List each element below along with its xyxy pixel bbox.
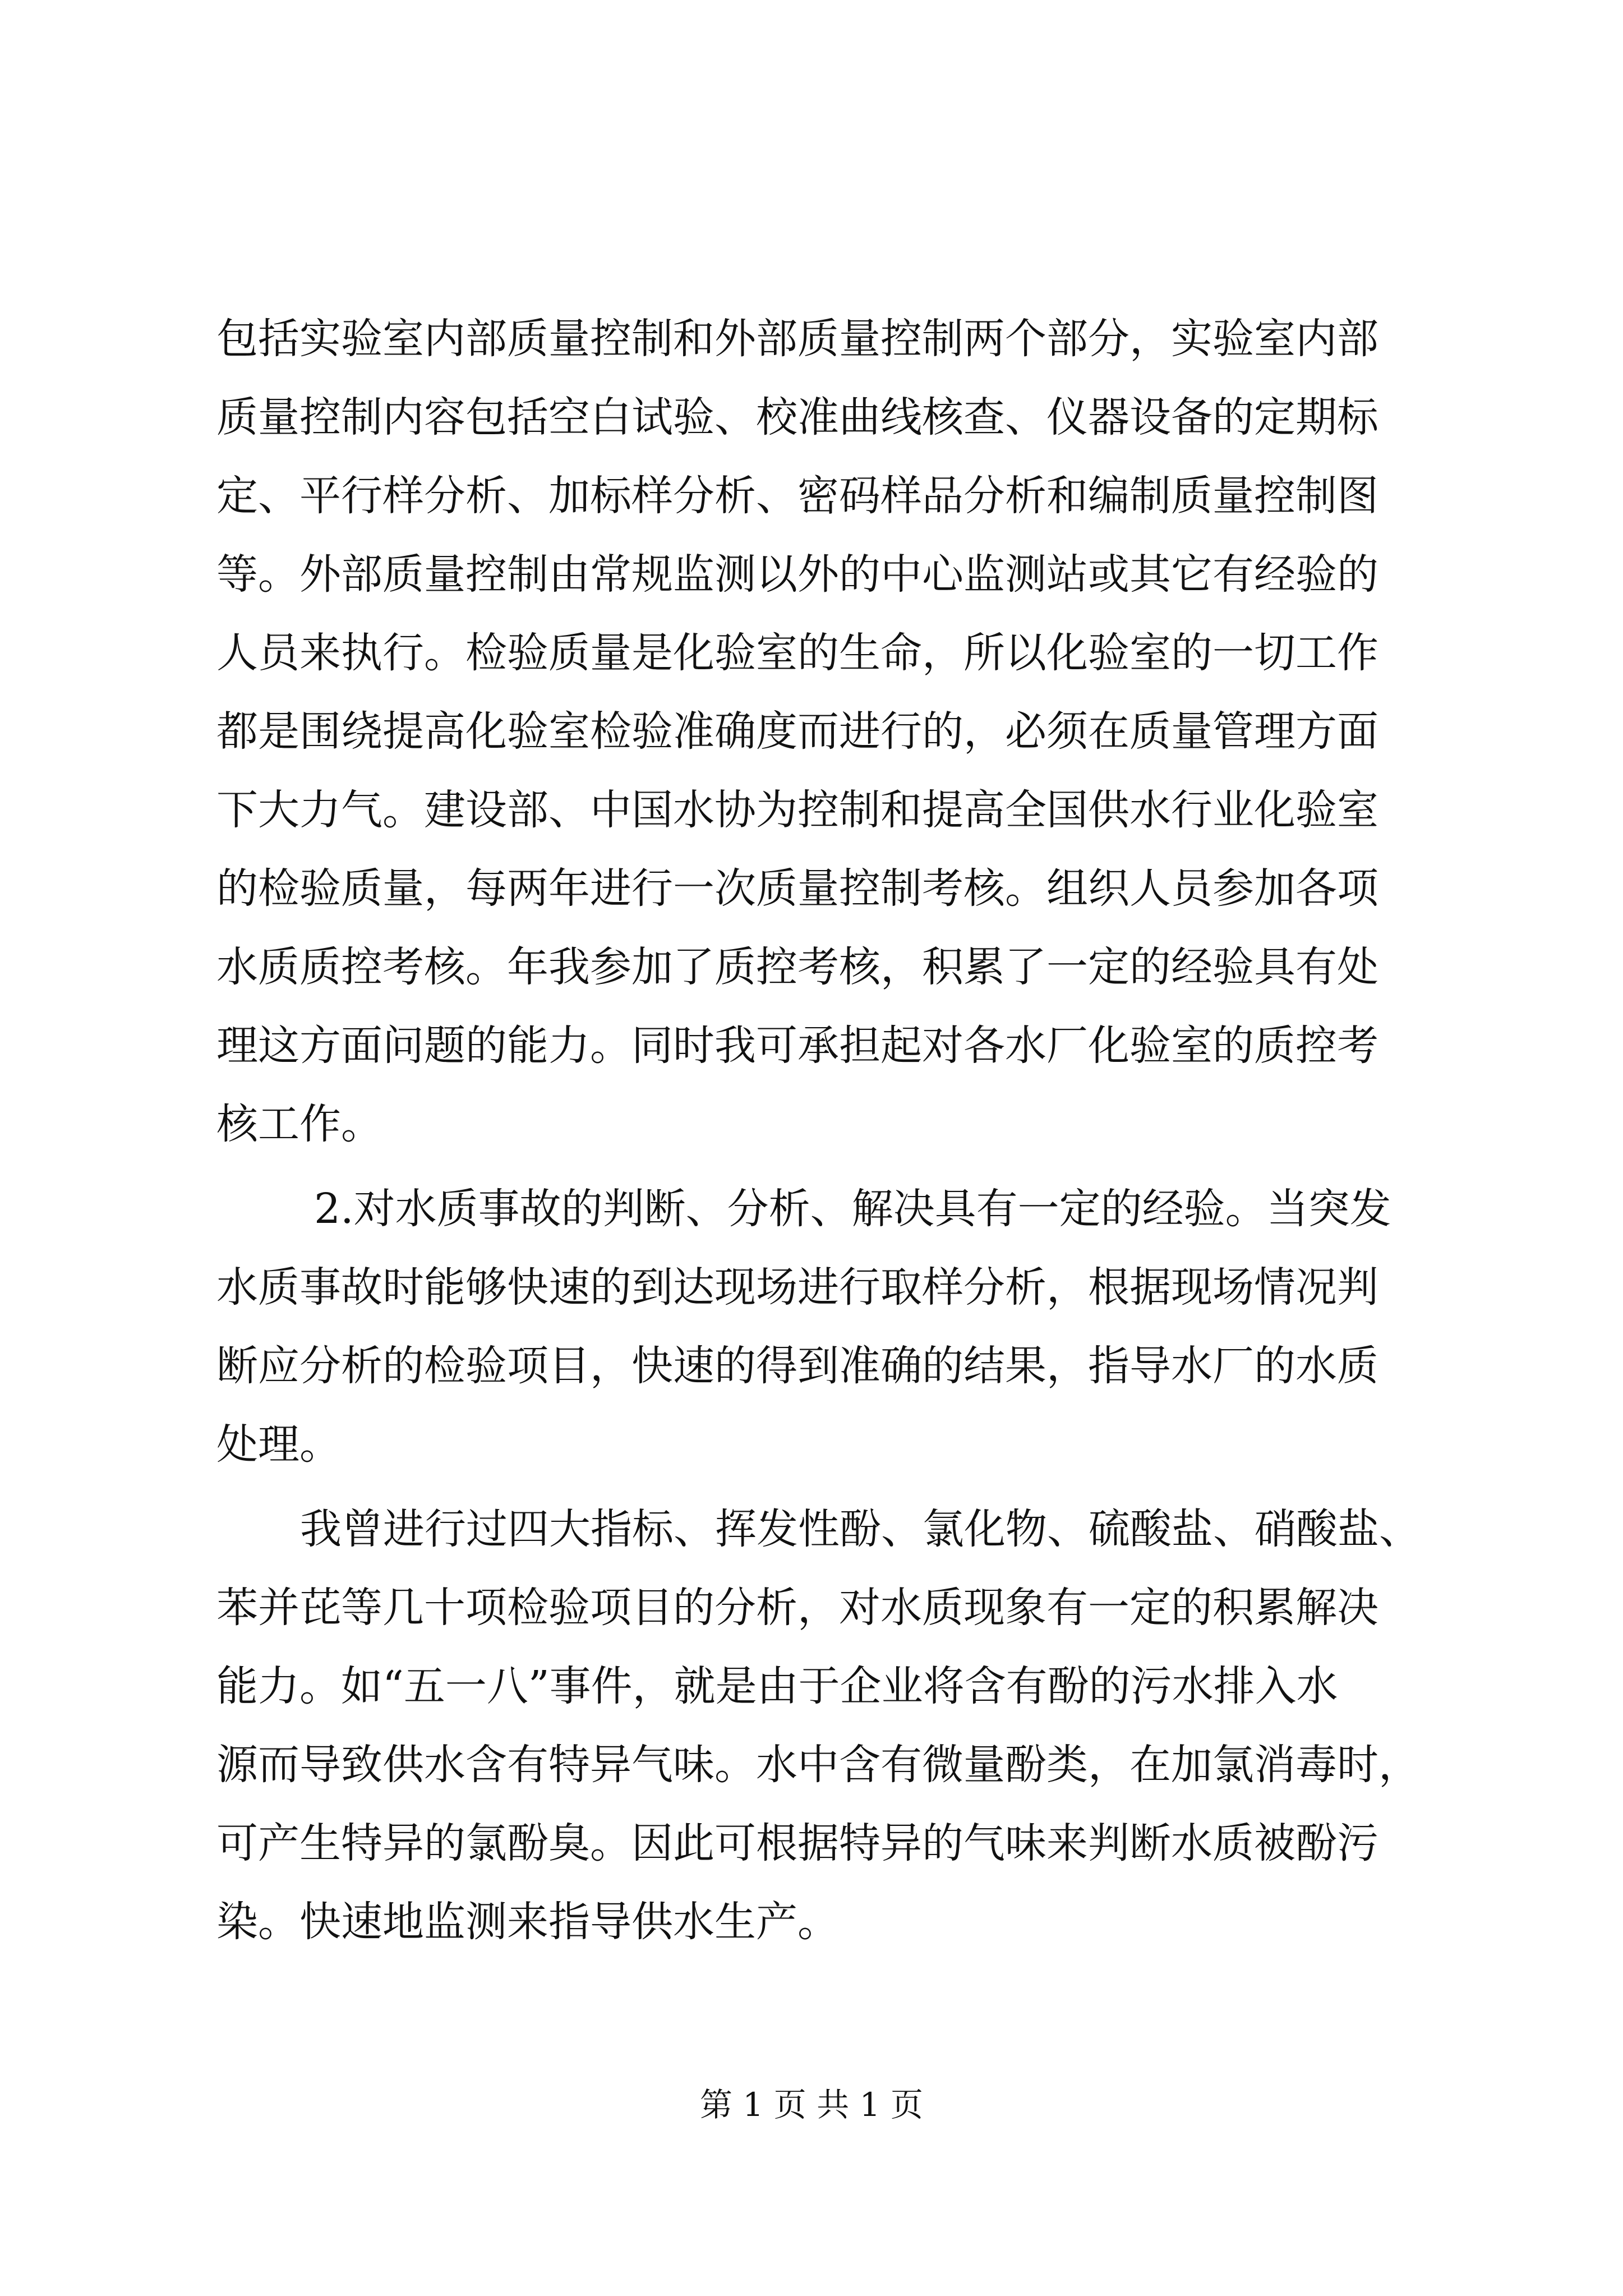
text-line: 核工作。	[216, 1100, 382, 1148]
text-line: 苯并芘等几十项检验项目的分析，对水质现象有一定的积累解决	[216, 1584, 1378, 1632]
paragraph-first-line: 我曾进行过四大指标、挥发性酚、氯化物、硫酸盐、硝酸盐、	[300, 1505, 1421, 1553]
text-line: 包括实验室内部质量控制和外部质量控制两个部分，实验室内部	[216, 315, 1378, 363]
text-line: 水质质控考核。年我参加了质控考核，积累了一定的经验具有处	[216, 943, 1378, 991]
paragraph-first-line: 2.对水质事故的判断、分析、解决具有一定的经验。当突发	[314, 1185, 1391, 1233]
text-line: 定、平行样分析、加标样分析、密码样品分析和编制质量控制图	[216, 472, 1378, 520]
text-line: 水质事故时能够快速的到达现场进行取样分析，根据现场情况判	[216, 1263, 1378, 1312]
page-footer: 第 1 页 共 1 页	[700, 2086, 923, 2124]
text-line: 理这方面问题的能力。同时我可承担起对各水厂化验室的质控考	[216, 1022, 1378, 1070]
text-line: 染。快速地监测来指导供水生产。	[216, 1898, 839, 1946]
text-line: 人员来执行。检验质量是化验室的生命，所以化验室的一切工作	[216, 629, 1378, 677]
text-line: 都是围绕提高化验室检验准确度而进行的，必须在质量管理方面	[216, 707, 1378, 756]
text-line: 能力。如“五一八”事件，就是由于企业将含有酚的污水排入水	[216, 1662, 1338, 1710]
text-line: 等。外部质量控制由常规监测以外的中心监测站或其它有经验的	[216, 550, 1378, 599]
text-line: 质量控制内容包括空白试验、校准曲线核查、仪器设备的定期标	[216, 393, 1378, 441]
text-line: 可产生特异的氯酚臭。因此可根据特异的气味来判断水质被酚污	[216, 1819, 1378, 1867]
text-line: 断应分析的检验项目，快速的得到准确的结果，指导水厂的水质	[216, 1342, 1378, 1390]
text-line: 的检验质量，每两年进行一次质量控制考核。组织人员参加各项	[216, 864, 1378, 913]
text-line: 处理。	[216, 1420, 341, 1469]
text-line: 源而导致供水含有特异气味。水中含有微量酚类，在加氯消毒时，	[216, 1741, 1420, 1789]
text-line: 下大力气。建设部、中国水协为控制和提高全国供水行业化验室	[216, 786, 1378, 834]
